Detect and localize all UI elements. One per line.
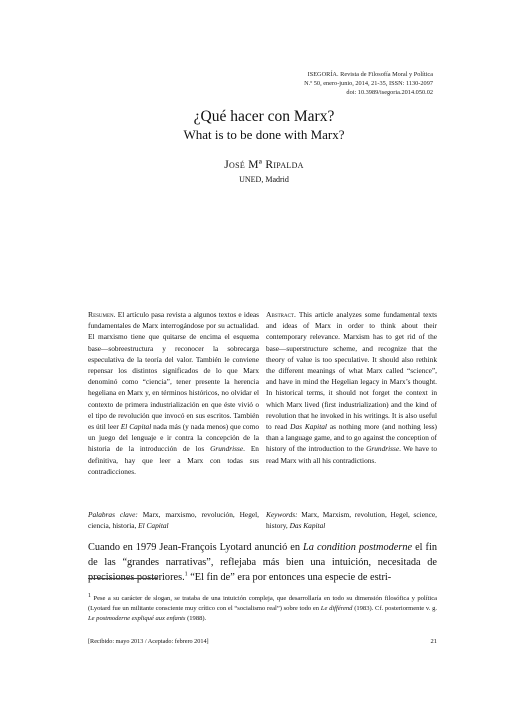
author-affiliation: UNED, Madrid <box>239 175 289 184</box>
journal-name: ISEGORÍA. Revista de Filosofía Moral y Política <box>307 71 433 78</box>
abstract-label: Abstract. <box>266 310 296 319</box>
footnote-rule <box>88 578 158 579</box>
footnote-number: 1 <box>88 592 91 599</box>
keywords-italic: Das Kapital <box>289 521 326 531</box>
journal-doi: doi: 10.3989/isegoria.2014.050.02 <box>346 89 433 96</box>
keywords-spanish <box>88 509 259 531</box>
body-text: “El fin de” era por entonces una especie de estri- <box>187 572 392 583</box>
footnote-marker[interactable]: 1 <box>184 571 188 578</box>
page-number: 21 <box>430 638 437 645</box>
abstract-text: nada más (y nada menos) que como un juego del lenguaje e ir contra la concepción de la historia de la introducción de los <box>88 422 259 454</box>
keywords-english <box>266 509 437 531</box>
article-title-english: What is to be done with Marx? <box>183 127 345 142</box>
footnote-italic: Le différend <box>320 605 353 612</box>
abstract-text: El artículo pasa revista a algunos textos e ideas fundamentales de Marx interrogándose por su actualidad. El marxismo tiene que quitarse de encima el esquema base—sobreestructura y reconocer la sobrecarga especulativa de la teoría del valor. También le conviene repensar los distintos significados de lo que Marx denominó como “ciencia”, tener presente la herencia hegeliana en Marx y, en términos históricos, no olvidar el contexto de primera industrialización en que éste vivió o el tipo de revolución que invocó en sus escritos. También es útil leer <box>88 310 259 432</box>
body-text: Cuando en 1979 Jean-François Lyotard anunció en <box>88 542 304 553</box>
keywords-italic: El Capital <box>138 521 169 531</box>
abstract-text: This article analyzes some fundamental texts and ideas of Marx in order to think about their contemporary relevance. Marxism has to get rid of the base—superstructure scheme, and recognize that the theory of value is too speculative. It should also rethink the different meanings of what Marx called “science”, and have in mind the Hegelian legacy in Marx’s thought. In historical terms, it should not forget the context in which Marx lived (first industrialization) and the kind of revolution that he invoked in his writings. It is also useful to read <box>266 310 437 432</box>
keywords-text: Marx, Marxism, revolution, Hegel, science, history, <box>266 510 437 531</box>
body-text: el fin de las “grandes narrativas”, reflejaba más bien una intuición, necesitada de precisiones posteriores. <box>88 542 437 583</box>
abstract-text: as nothing more (and nothing less) than a language game, and to go against the conception of history of the introduction to the <box>266 422 437 454</box>
keywords-label: Keywords: <box>266 510 298 519</box>
abstract-text: . En definitiva, hay que leer a Marx con todas sus contradicciones. <box>88 444 259 476</box>
abstract-italic: Das Kapital <box>290 422 327 432</box>
article-title: ¿Qué hacer con Marx? <box>193 108 335 125</box>
keywords-text: Marx, marxismo, revolución, Hegel, ciencia, historia, <box>88 510 259 531</box>
abstract-italic: Grundrisse <box>366 444 400 454</box>
abstract-english <box>266 309 437 466</box>
footnote-text: Pese a su carácter de slogan, se trataba de una intuición compleja, que desarrollaría en todo su dimensión filosófica y política (Lyotard fue un militante consciente muy crítico con el “socialismo real”) sobre todo en <box>88 595 437 612</box>
footnote-italic: Le postmoderne expliqué aux enfants <box>88 615 186 622</box>
received-accepted-dates: [Recibido: mayo 2013 / Aceptado: febrero 2014] <box>88 638 209 645</box>
abstract-italic: El Capital <box>120 422 152 432</box>
abstract-text: . We have to read Marx with all his contradictions. <box>266 444 437 465</box>
footnote-text: (1988). <box>185 615 207 622</box>
journal-header <box>183 70 433 97</box>
abstract-italic: Grundrisse <box>210 444 244 454</box>
footnote-text: (1983). Cf. posteriormente v. g. <box>352 605 438 612</box>
body-italic: La condition postmoderne <box>303 542 413 553</box>
keywords-label: Palabras clave: <box>88 510 138 519</box>
journal-issue: N.º 50, enero-junio, 2014, 21-35, ISSN: 1130-2097 <box>304 80 433 87</box>
footnote <box>88 594 437 624</box>
abstract-label: Resumen. <box>88 310 116 319</box>
article-author: José Mª Ripalda <box>224 159 304 171</box>
abstract-spanish <box>88 309 259 477</box>
